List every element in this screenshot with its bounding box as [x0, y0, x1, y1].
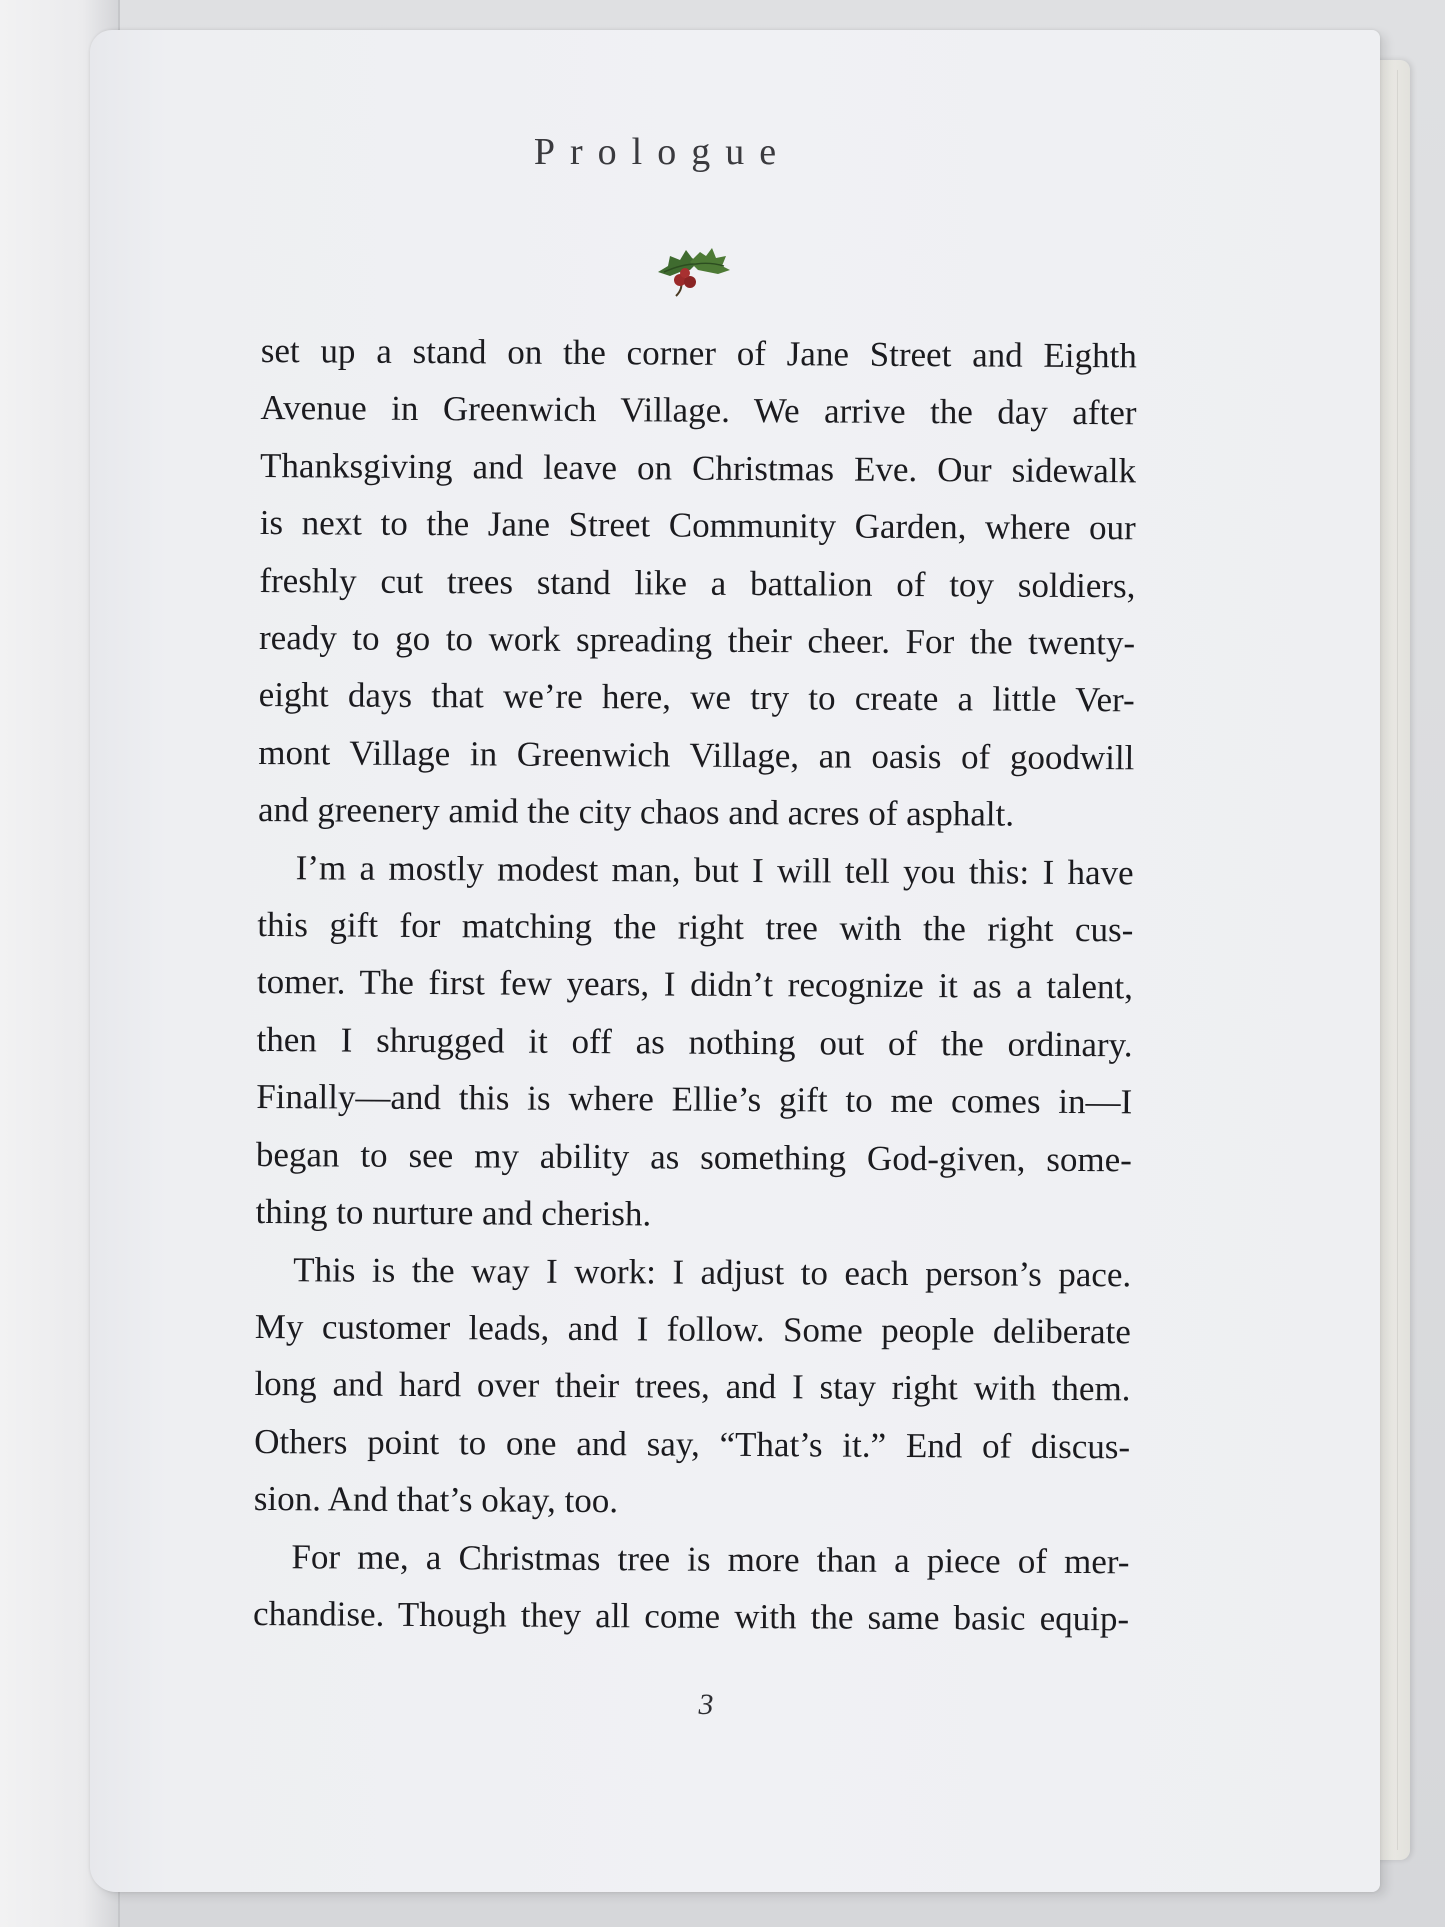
- holly-berry: [680, 268, 690, 278]
- text-line: then I shrugged it off as nothing out of the ordinary.: [256, 1019, 1133, 1065]
- holly-icon: [650, 232, 740, 304]
- text-line: Finally—and this is where Ellie’s gift to me comes in—I: [256, 1077, 1133, 1122]
- text-line: is next to the Jane Street Community Garden, where our: [259, 503, 1136, 548]
- text-line: tomer. The first few years, I didn’t recognize it as a talent,: [256, 962, 1134, 1007]
- text-line: Thanksgiving and leave on Christmas Eve. Our sidewalk: [260, 445, 1137, 491]
- text-line: began to see my ability as something God-given, some-: [255, 1134, 1133, 1180]
- text-line: Avenue in Greenwich Village. We arrive the day after: [260, 388, 1137, 433]
- text-line: sion. And that’s okay, too.: [253, 1479, 619, 1521]
- body-text: [253, 322, 1137, 1648]
- holly-leaf-right: [690, 248, 730, 274]
- text-line: My customer leads, and I follow. Some people deliberate: [254, 1306, 1131, 1352]
- running-head: Prologue: [533, 131, 792, 173]
- text-line: I’m a mostly modest man, but I will tell you this: I have: [295, 847, 1134, 892]
- text-line: freshly cut trees stand like a battalion of toy soldiers,: [259, 560, 1136, 605]
- text-line: For me, a Christmas tree is more than a piece of mer-: [291, 1536, 1130, 1581]
- text-line: This is the way I work: I adjust to each person’s pace.: [293, 1249, 1132, 1294]
- text-line: thing to nurture and cherish.: [255, 1192, 652, 1234]
- paragraph: [253, 1528, 1130, 1648]
- text-line: set up a stand on the corner of Jane Street and Eighth: [260, 330, 1137, 376]
- text-line: Others point to one and say, “That’s it.” End of discus-: [254, 1421, 1131, 1467]
- paragraph: [258, 322, 1137, 844]
- paragraph: [254, 1240, 1132, 1532]
- text-line: chandise. Though they all come with the same basic equip-: [252, 1593, 1130, 1639]
- text-line: eight days that we’re here, we try to create a little Ver-: [258, 675, 1135, 720]
- text-line: and greenery amid the city chaos and acres of asphalt.: [257, 790, 1015, 834]
- text-line: mont Village in Greenwich Village, an oasis of goodwill: [258, 732, 1135, 778]
- text-line: ready to go to work spreading their cheer. For the twenty-: [258, 618, 1136, 663]
- page-number: 3: [698, 1688, 714, 1721]
- text-line: this gift for matching the right tree with the right cus-: [257, 905, 1134, 950]
- text-line: long and hard over their trees, and I stay right with them.: [254, 1364, 1131, 1409]
- paragraph: [255, 839, 1133, 1246]
